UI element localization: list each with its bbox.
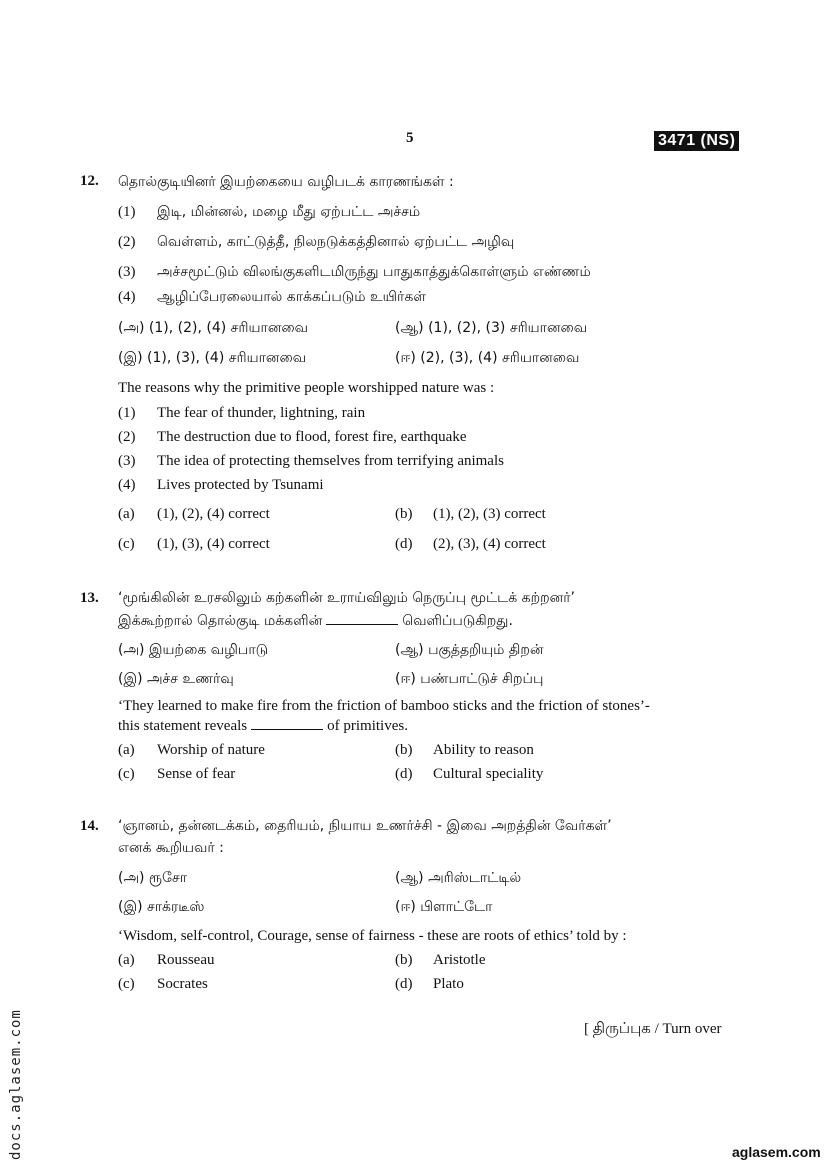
q14-tamil-option-c: (இ) சாக்ரடீஸ் — [118, 899, 205, 915]
q14-option-label-d: (d) — [395, 976, 413, 992]
q12-option-label-c: (c) — [118, 536, 135, 552]
q13-tamil-option-d: (ஈ) பண்பாட்டுச் சிறப்பு — [395, 671, 544, 687]
q13-tamil-stem-line1: ‘மூங்கிலின் உரசலிலும் கற்களின் உராய்விலும் நெருப்பு மூட்டக் கற்றனர்’ — [118, 590, 576, 606]
question-number-14: 14. — [80, 818, 99, 834]
q12-option-a: (1), (2), (4) correct — [157, 506, 270, 522]
q13-option-b: Ability to reason — [433, 742, 534, 758]
q12-tamil-option-c: (இ) (1), (3), (4) சரியானவை — [118, 350, 307, 366]
q14-option-label-a: (a) — [118, 952, 135, 968]
q14-option-b: Aristotle — [433, 952, 486, 968]
q12-tamil-option-b: (ஆ) (1), (2), (3) சரியானவை — [395, 320, 588, 336]
q12-tamil-item: ஆழிப்பேரலையால் காக்கப்படும் உயிர்கள் — [157, 289, 426, 305]
q12-tamil-item-num: (3) — [118, 264, 136, 280]
q14-option-label-b: (b) — [395, 952, 413, 968]
q12-english-item-num: (2) — [118, 429, 136, 445]
vertical-watermark: docs.aglasem.com — [8, 1009, 24, 1160]
q13-english-stem-part2: of primitives. — [327, 718, 408, 734]
q12-english-item: The destruction due to flood, forest fire, earthquake — [157, 429, 467, 445]
q12-option-label-d: (d) — [395, 536, 413, 552]
q12-english-item-num: (4) — [118, 477, 136, 493]
q13-english-stem-line1: ‘They learned to make fire from the friction of bamboo sticks and the friction of stones’- — [118, 698, 650, 714]
q14-tamil-option-a: (அ) ரூசோ — [118, 870, 188, 886]
q12-tamil-item-num: (4) — [118, 289, 136, 305]
q12-option-c: (1), (3), (4) correct — [157, 536, 270, 552]
q13-option-c: Sense of fear — [157, 766, 236, 782]
q12-tamil-item-num: (2) — [118, 234, 136, 250]
q12-english-stem: The reasons why the primitive people worshipped nature was : — [118, 380, 495, 396]
q12-option-label-b: (b) — [395, 506, 413, 522]
q13-option-d: Cultural speciality — [433, 766, 544, 782]
q12-tamil-item: வெள்ளம், காட்டுத்தீ, நிலநடுக்கத்தினால் ஏற்பட்ட அழிவு — [157, 234, 515, 250]
q12-tamil-item-num: (1) — [118, 204, 136, 220]
turn-over-note: [ திருப்புக / Turn over — [584, 1021, 722, 1037]
q14-option-d: Plato — [433, 976, 464, 992]
q14-english-stem: ‘Wisdom, self-control, Courage, sense of fairness - these are roots of ethics’ told by : — [118, 928, 627, 944]
question-number-13: 13. — [80, 590, 99, 606]
q14-tamil-option-d: (ஈ) பிளாட்டோ — [395, 899, 493, 915]
q14-tamil-stem-line2: எனக் கூறியவர் : — [118, 840, 224, 856]
q14-option-label-c: (c) — [118, 976, 135, 992]
q13-english-stem-part1: this statement reveals — [118, 718, 248, 734]
q12-english-item-num: (1) — [118, 405, 136, 421]
q12-tamil-item: இடி, மின்னல், மழை மீது ஏற்பட்ட அச்சம் — [157, 204, 421, 220]
q13-option-label-a: (a) — [118, 742, 135, 758]
question-number-12: 12. — [80, 173, 99, 189]
q12-option-label-a: (a) — [118, 506, 135, 522]
q13-tamil-stem-line2 — [118, 613, 513, 631]
q13-option-label-d: (d) — [395, 766, 413, 782]
q12-tamil-option-d: (ஈ) (2), (3), (4) சரியானவை — [395, 350, 580, 366]
q13-english-stem-line2 — [118, 718, 408, 735]
page-number: 5 — [406, 130, 414, 146]
q12-english-item: Lives protected by Tsunami — [157, 477, 324, 493]
q12-english-item: The idea of protecting themselves from terrifying animals — [157, 453, 504, 469]
q13-tamil-stem-part1: இக்கூற்றால் தொல்குடி மக்களின் — [118, 613, 323, 629]
q13-tamil-option-a: (அ) இயற்கை வழிபாடு — [118, 642, 269, 658]
q13-tamil-stem-part2: வெளிப்படுகிறது. — [402, 613, 513, 629]
q13-tamil-option-b: (ஆ) பகுத்தறியும் திறன் — [395, 642, 544, 658]
q14-tamil-option-b: (ஆ) அரிஸ்டாட்டில் — [395, 870, 522, 886]
q13-tamil-option-c: (இ) அச்ச உணர்வு — [118, 671, 234, 687]
q12-option-b: (1), (2), (3) correct — [433, 506, 546, 522]
q13-option-a: Worship of nature — [157, 742, 265, 758]
q12-tamil-item: அச்சமூட்டும் விலங்குகளிடமிருந்து பாதுகாத்துக்கொள்ளும் எண்ணம் — [157, 264, 591, 280]
answer-blank — [326, 623, 398, 625]
q14-tamil-stem-line1: ‘ஞானம், தன்னடக்கம், தைரியம், நியாய உணர்ச்சி - இவை அறத்தின் வேர்கள்’ — [118, 818, 612, 834]
q13-option-label-c: (c) — [118, 766, 135, 782]
q12-english-item: The fear of thunder, lightning, rain — [157, 405, 366, 421]
q12-english-item-num: (3) — [118, 453, 136, 469]
q12-tamil-stem: தொல்குடியினர் இயற்கையை வழிபடக் காரணங்கள் : — [118, 174, 454, 190]
paper-code-badge: 3471 (NS) — [654, 131, 739, 151]
q14-option-c: Socrates — [157, 976, 208, 992]
answer-blank — [251, 728, 323, 730]
q14-option-a: Rousseau — [157, 952, 215, 968]
q13-option-label-b: (b) — [395, 742, 413, 758]
q12-tamil-option-a: (அ) (1), (2), (4) சரியானவை — [118, 320, 309, 336]
q12-option-d: (2), (3), (4) correct — [433, 536, 546, 552]
brand-logo-text: aglasem.com — [732, 1144, 821, 1160]
